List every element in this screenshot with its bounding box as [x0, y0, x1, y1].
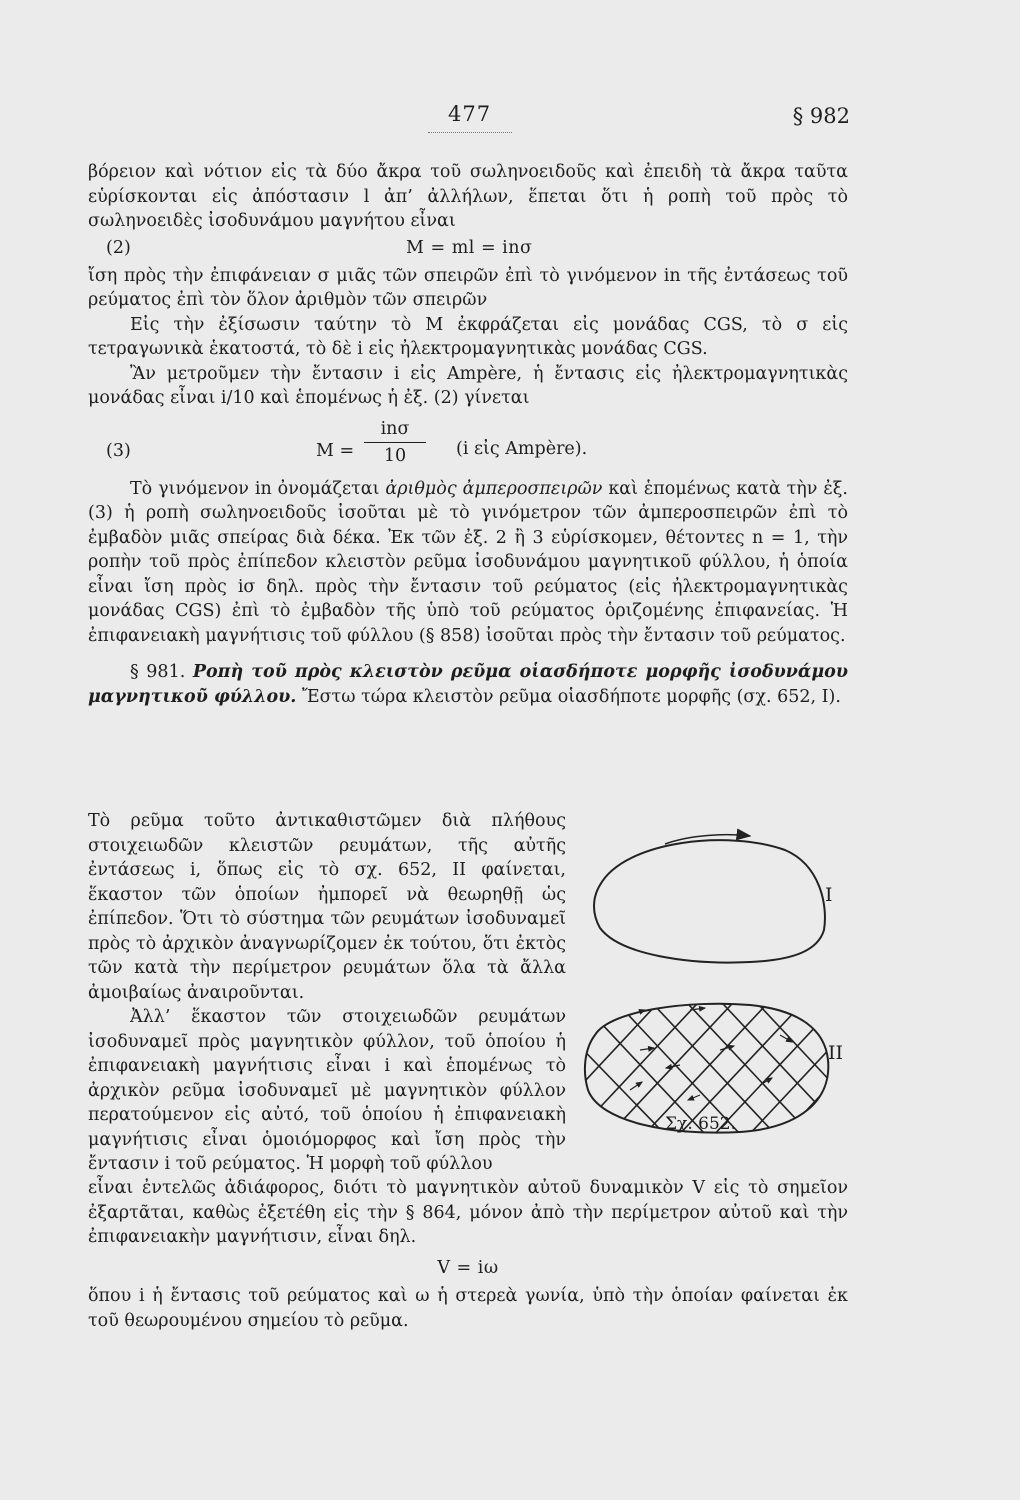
equation-3-denominator: 10 [383, 446, 407, 466]
figure-label-II: II [828, 1042, 844, 1064]
figure-652-drawing [570, 810, 860, 1150]
body-text-top [88, 160, 848, 709]
paragraph-magnetic-sheet: Ἀλλ’ ἕκαστον τῶν στοιχειωδῶν ρευμάτων ἰσοδυναμεῖ πρὸς μαγνητικὸν φύλλον, τοῦ ὁποίου ἡ ἐπιφανειακὴ μαγνήτισις εἶναι i καὶ ἑπομένως τὸ ἀρχικὸν ρεῦμα ἰσοδυναμεῖ μὲ μαγνητικὸν φύλλον περατούμενον εἰς αὐτό, τοῦ ὁποίου ἡ ἐπιφανειακὴ μαγνήτισις εἶναι ὁμοιόμορφος καὶ ἴση πρὸς τὴν ἔντασιν i τοῦ ρεύματος. Ἡ μορφὴ τοῦ φύλλου [88, 1007, 566, 1174]
equation-3-number: (3) [106, 440, 131, 461]
equation-3-fraction [364, 417, 426, 469]
paragraph-potential: εἶναι ἐντελῶς ἀδιάφορος, διότι τὸ μαγνητικὸν αὐτοῦ δυναμικὸν V εἰς τὸ σημεῖον ἐξαρτᾶται, καθὼς ἐξετέθη εἰς τὴν § 864, μόνον ἀπὸ τὴν περίμετρον αὐτοῦ καὶ τὴν ἐπιφανειακὴν μαγνήτισιν, εἶναι δηλ. [88, 1178, 848, 1247]
p5-rest: καὶ ἑπομένως κατὰ τὴν ἐξ. (3) ἡ ροπὴ σωληνοειδοῦς ἰσοῦται μὲ τὸ γινόμετρον τῶν ἀμπεροσπειρῶν ἐπὶ τὸ ἐμβαδὸν μιᾶς σπείρας διὰ δέκα. Ἐκ τῶν ἐξ. 2 ἢ 3 εὑρίσκομεν, θέτοντες n = 1, τὴν ροπὴν τοῦ πρὸς ἐπίπεδον κλειστὸν ρεῦμα ἰσοδυνάμου μαγνητικοῦ φύλλου, ἡ ὁποία εἶναι ἴση πρὸς iσ δηλ. πρὸς τὴν ἔντασιν τοῦ ρεύματος (εἰς ἠλεκτρομαγνητικὰς μονάδας CGS) ἐπὶ τὸ ἐμβαδὸν τῆς ὑπὸ τοῦ ρεύματος ὁριζομένης ἐπιφανείας. Ἡ ἐπιφανειακὴ μαγνήτισις τοῦ φύλλου (§ 858) ἰσοῦται πρὸς τὴν ἔντασιν τοῦ ρεύματος. [88, 478, 848, 646]
section-reference: § 982 [792, 104, 850, 128]
equation-v: V = iω [437, 1257, 499, 1278]
figure-caption: Σχ. 652. [665, 1114, 736, 1134]
paragraph-cgs-units: Εἰς τὴν ἐξίσωσιν ταύτην τὸ M ἐκφράζεται εἰς μονάδας CGS, τὸ σ εἰς τετραγωνικὰ ἑκατοστά, τὸ δὲ i εἰς ἠλεκτρομαγνητικὰς μονάδας CGS. [88, 314, 848, 359]
equation-3-tail: (i εἰς Ampère). [456, 438, 588, 459]
section-981-title: Ροπὴ τοῦ πρὸς κλειστὸν ρεῦμα οἱασδήποτε μορφῆς ἰσοδυνάμου μαγνητικοῦ φύλλου. [88, 662, 848, 707]
figure-label-I: I [825, 884, 833, 906]
section-981-heading [88, 660, 848, 709]
body-text-beside-figure [88, 809, 566, 1177]
page-number: 477 [448, 102, 492, 126]
paragraph-ampere: Ἂν μετροῦμεν τὴν ἔντασιν i εἰς Ampère, ἡ ἔντασις εἰς ἠλεκτρομαγνητικὰς μονάδας εἶναι i/10 καὶ ἑπομένως ἡ ἐξ. (2) γίνεται [88, 363, 848, 408]
page-header [0, 102, 1020, 136]
p5-term: ἀριθμὸς ἀμπεροσπειρῶν [385, 478, 603, 499]
equation-3 [88, 417, 848, 471]
section-981-number: § 981. [130, 662, 186, 682]
body-text-bottom [88, 1176, 848, 1333]
equation-3-lhs: M = [316, 440, 355, 461]
equation-3-numerator: inσ [364, 417, 426, 444]
closed-current-loop-I [594, 835, 825, 963]
equation-2-body: M = ml = inσ [406, 237, 533, 258]
paragraph-elementary-currents: Τὸ ρεῦμα τοῦτο ἀντικαθιστῶμεν διὰ πλήθους στοιχειωδῶν κλειστῶν ρευμάτων, τῆς αὐτῆς ἐντάσεως i, ὅπως εἰς τὸ σχ. 652, II φαίνεται, ἕκαστον τῶν ὁποίων ἠμπορεῖ νὰ θεωρηθῇ ὡς ἐπίπεδον. Ὅτι τὸ σύστημα τῶν ρευμάτων ἰσοδυναμεῖ πρὸς τὸ ἀρχικὸν ἀναγνωρίζομεν ἐκ τούτου, ὅτι ἐκτὸς τῶν κατὰ τὴν περίμετρον ρευμάτων ὅλα τὰ ἄλλα ἀμοιβαίως ἀναιροῦνται. [88, 811, 566, 1003]
page-number-rule [428, 132, 512, 133]
paragraph-solenoid-ends: βόρειον καὶ νότιον εἰς τὰ δύο ἄκρα τοῦ σωληνοειδοῦς καὶ ἐπειδὴ τὰ ἄκρα ταῦτα εὑρίσκονται εἰς ἀπόστασιν l ἀπ’ ἀλλήλων, ἕπεται ὅτι ἡ ροπὴ τοῦ πρὸς τὸ σωληνοειδὲς ἰσοδυνάμου μαγνήτου εἶναι [88, 162, 848, 231]
figure-652 [570, 810, 860, 1150]
paragraph-ampere-turns [88, 477, 848, 649]
paragraph-equal-surface: ἴση πρὸς τὴν ἐπιφάνειαν σ μιᾶς τῶν σπειρῶν ἐπὶ τὸ γινόμενον in τῆς ἐντάσεως τοῦ ρεύματος ἐπὶ τὸν ὅλον ἀριθμὸν τῶν σπειρῶν [88, 265, 848, 310]
equation-2-number: (2) [106, 237, 131, 258]
p5-start: Τὸ γινόμενον in ὀνομάζεται [130, 478, 380, 499]
paragraph-solid-angle: ὅπου i ἡ ἔντασις τοῦ ρεύματος καὶ ω ἡ στερεὰ γωνία, ὑπὸ τὴν ὁποίαν φαίνεται ἐκ τοῦ θεωρουμένου σημείου τὸ ρεῦμα. [88, 1286, 848, 1331]
section-981-first-sentence: Ἔστω τώρα κλειστὸν ρεῦμα οἱασδήποτε μορφῆς (σχ. 652, I). [301, 686, 841, 707]
equation-2 [88, 234, 848, 264]
